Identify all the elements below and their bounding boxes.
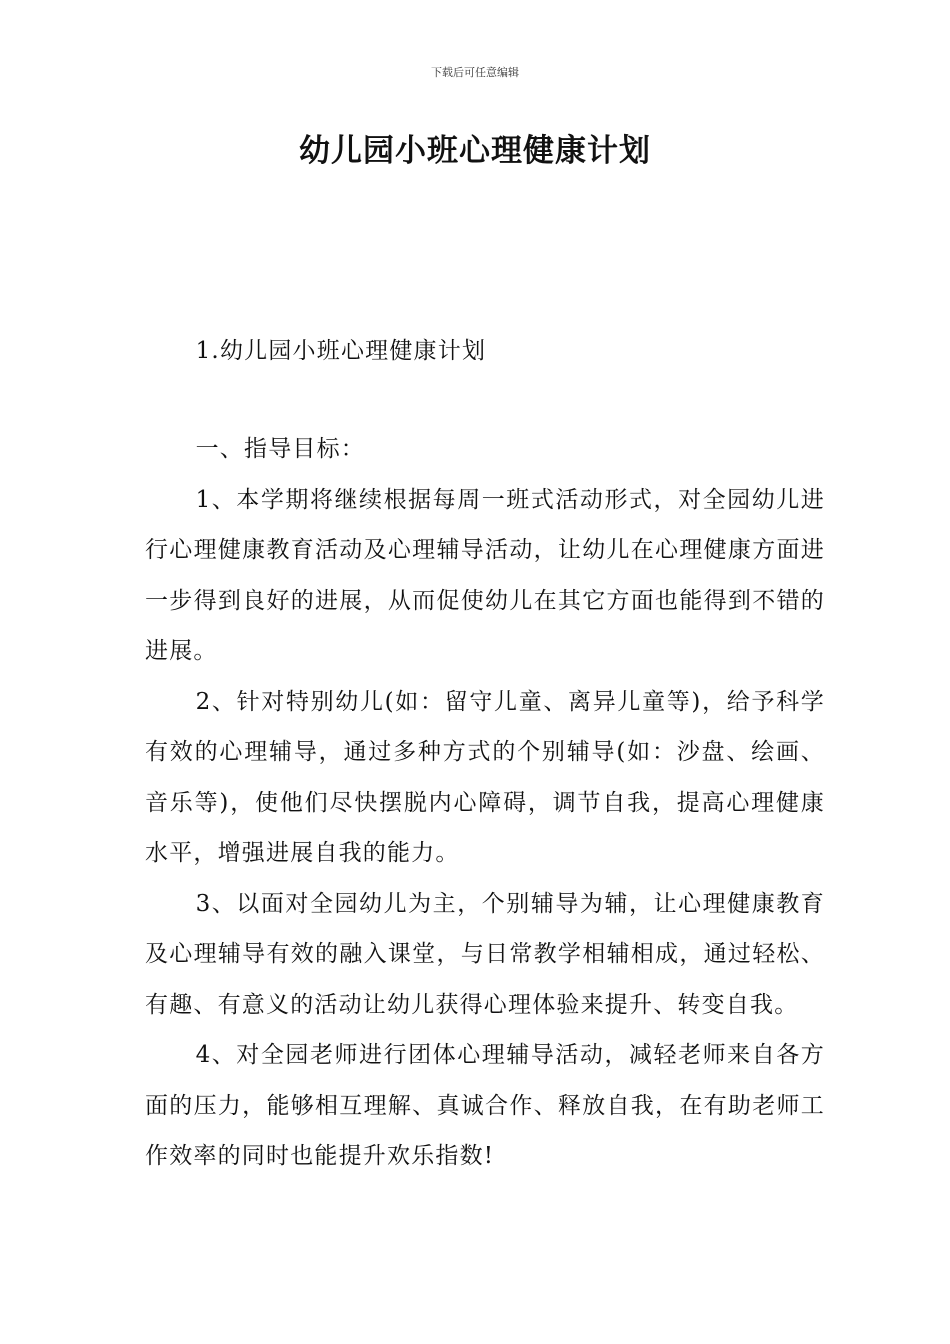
header-note: 下载后可任意编辑	[431, 66, 519, 79]
subheading	[145, 326, 825, 377]
paragraph-2: 2、针对特别幼儿(如：留守儿童、离异儿童等)，给予科学有效的心理辅导，通过多种方式的个别辅导(如：沙盘、绘画、音乐等)，使他们尽快摆脱内心障碍，调节自我，提高心理健康水平，增强进展自我的能力。	[145, 688, 825, 866]
paragraph-3: 3、以面对全园幼儿为主，个别辅导为辅，让心理健康教育及心理辅导有效的融入课堂，与日常教学相辅相成，通过轻松、有趣、有意义的活动让幼儿获得心理体验来提升、转变自我。	[145, 890, 825, 1018]
document-title: 幼儿园小班心理健康计划	[299, 133, 651, 169]
section-heading: 一、指导目标：	[195, 436, 365, 462]
paragraph-1: 1、本学期将继续根据每周一班式活动形式，对全园幼儿进行心理健康教育活动及心理辅导活动，让幼儿在心理健康方面进一步得到良好的进展，从而促使幼儿在其它方面也能得到不错的进展。	[145, 486, 825, 664]
paragraph-4: 4、对全园老师进行团体心理辅导活动，减轻老师来自各方面的压力，能够相互理解、真诚合作、释放自我，在有助老师工作效率的同时也能提升欢乐指数!	[145, 1042, 825, 1169]
section-guidance-goals	[145, 424, 825, 1182]
subheading-text: 1.幼儿园小班心理健康计划	[195, 338, 487, 364]
